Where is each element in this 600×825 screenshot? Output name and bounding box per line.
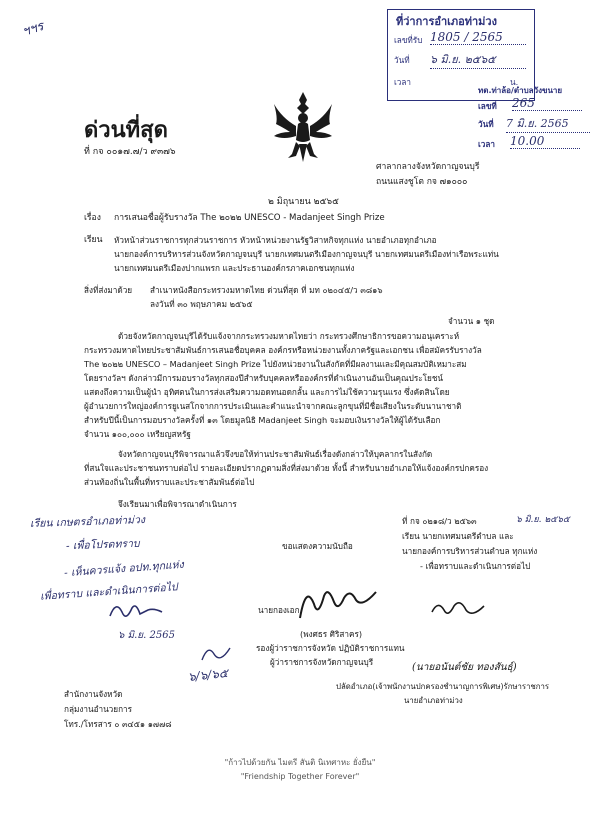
receive-time-value: น. [510, 77, 519, 87]
sub-no-label: เลขที่ [478, 101, 497, 111]
footer-slogan-en: "Friendship Together Forever" [240, 772, 360, 781]
sub-time-label: เวลา [478, 139, 496, 149]
memo-right-ref-date: ๖ มิ.ย. ๒๕๖๕ [516, 515, 570, 525]
body-line: จำนวน ๑๐๐,๐๐๐ เหรียญสหรัฐ [84, 429, 191, 439]
memo-left-line: - เห็นควรแจ้ง อปท.ทุกแห่ง [63, 558, 185, 580]
body-line: ผู้อำนวยการใหญ่องค์การยูเนสโกจากการประเมินและคำแนะนำจากคณะลูกขุนที่มีชื่อเสียงในระดับนานาชาติ [84, 401, 462, 411]
attachment-line: ลงวันที่ ๓๐ พฤษภาคม ๒๕๖๕ [150, 299, 253, 309]
subject-text: การเสนอชื่อผู้รับรางวัล The ๒๐๒๒ UNESCO - Madanjeet Singh Prize [114, 213, 385, 223]
signer-name: (พงศธร ศิริสาคร) [300, 629, 363, 639]
body-line: กระทรวงมหาดไทยประชาสัมพันธ์การเสนอชื่อบุคคล องค์กรหรือหน่วยงานทั้งภาครัฐและเอกชน เพื่อสมัครรับรางวัล [84, 345, 482, 355]
attachment-line: สำเนาหนังสือกระทรวงมหาดไทย ด่วนที่สุด ที่ มท ๐๒๐๔๕/ว ๓๘๑๖ [150, 285, 383, 295]
receive-date-label: วันที่ [394, 55, 410, 65]
closing-text: จึงเรียนมาเพื่อพิจารณาดำเนินการ [118, 499, 237, 509]
body-line: แสดงถึงความเป็นผู้นำ อุทิศตนในการส่งเสริมความอดทนอดกลั้น และการไม่ใช้ความรุนแรง ซึ่งคัดสินโดย [84, 387, 450, 397]
receive-no-value: 1805 / 2565 [430, 30, 526, 45]
to-line: นายกองค์การบริหารส่วนจังหวัดกาญจนบุรี นายกเทศมนตรีเมืองกาญจนบุรี นายกเทศมนตรีเมืองท่าเรือพระแท่น [114, 249, 499, 259]
sub-no-value: 265 [512, 96, 582, 111]
body-line: จังหวัดกาญจนบุรีพิจารณาแล้วจึงขอให้ท่านประชาสัมพันธ์เรื่องดังกล่าวให้บุคลากรในสังกัด [118, 449, 433, 459]
sub-stamp-title: ทต.ท่าล้อ/ตำบลวังขนาย [478, 86, 563, 95]
receive-stamp-title: ที่ว่าการอำเภอท่าม่วง [396, 15, 497, 28]
memo-right-line: นายกองค์การบริหารส่วนตำบล ทุกแห่ง [402, 546, 538, 556]
office-line: โทร./โทรสาร ๐ ๓๔๕๑ ๑๗๗๘ [64, 719, 172, 729]
memo-left-date: ๖ มิ.ย. 2565 [118, 630, 175, 641]
respect-text: ขอแสดงความนับถือ [282, 541, 353, 551]
sender-address: ถนนแสงชูโต กจ ๗๑๐๐๐ [376, 177, 468, 187]
receive-date-value: ๖ มิ.ย. ๒๕๖๕ [430, 50, 526, 69]
memo-right-name: (นายอนันต์ชัย ทองสันธุ์) [412, 662, 517, 673]
memo-left-line: เรียน เกษตรอำเภอท่าม่วง [29, 513, 146, 531]
position-label: นายกองเอก [258, 605, 300, 615]
sub-date-label: วันที่ [478, 119, 494, 129]
body-line: ส่วนท้องถิ่นในพื้นที่ทราบและประชาสัมพันธ์ต่อไป [84, 477, 255, 487]
office-line: สำนักงานจังหวัด [64, 689, 123, 699]
signer-title: รองผู้ว่าราชการจังหวัด ปฏิบัติราชการแทน [256, 643, 405, 653]
sub-time-value: 10.00 [510, 134, 580, 149]
memo-left-signature-icon [106, 598, 166, 626]
memo-right-line: - เพื่อทราบและดำเนินการต่อไป [420, 561, 531, 571]
initials-signature-icon [196, 640, 236, 666]
attachment-label: สิ่งที่ส่งมาด้วย [84, 285, 133, 295]
document-date: ๒ มิถุนายน ๒๕๖๕ [268, 197, 339, 207]
office-line: กลุ่มงานอำนวยการ [64, 704, 133, 714]
garuda-emblem-icon [270, 88, 336, 166]
receive-no-label: เลขที่รับ [394, 35, 423, 45]
subject-label: เรื่อง [84, 213, 101, 223]
body-line: ด้วยจังหวัดกาญจนบุรีได้รับแจ้งจากกระทรวงมหาดไทยว่า กระทรวงศึกษาธิการขอความอนุเคราะห์ [118, 331, 460, 341]
body-line: ที่สนใจและประชาชนทราบต่อไป รายละเอียดปรากฏตามสิ่งที่ส่งมาด้วย ทั้งนี้ สำหรับนายอำเภอให้แจ้งองค์กรปกครอง [84, 463, 489, 473]
body-line: สำหรับปีนี้เป็นการมอบรางวัลครั้งที่ ๑๓ โดยมูลนิธิ Madanjeet Singh จะมอบเงินรางวัลให้ผู้ได้รับเลือก [84, 415, 441, 425]
sub-stamp [478, 82, 596, 162]
memo-right-title: นายอำเภอท่าม่วง [404, 696, 463, 705]
footer-slogan-th: "ก้าวไปด้วยกัน ไมตรี สันติ นิเทศาหะ ยั่งยืน" [224, 758, 376, 767]
memo-right-signature-icon [426, 596, 490, 622]
memo-right-title: ปลัดอำเภอ(เจ้าพนักงานปกครองชำนาญการพิเศษ)รักษาราชการ [336, 682, 550, 691]
memo-right-ref: ที่ กจ ๐๒๑๘/ว ๒๕๖๓ [402, 516, 477, 526]
memo-left-line: เพื่อทราบ และดำเนินการต่อไป [39, 581, 179, 603]
attachment-count: จำนวน ๑ ชุด [448, 316, 495, 326]
urgency-title: ด่วนที่สุด [84, 118, 168, 143]
body-line: The ๒๐๒๒ UNESCO – Madanjeet Singh Prize ไปยังหน่วยงานในสังกัดที่มีผลงานและมีคุณสมบัติเหมาะสม [84, 359, 467, 369]
sender-org: ศาลากลางจังหวัดกาญจนบุรี [376, 162, 480, 172]
document-number: ที่ กจ ๐๐๑๗.๗/ว ๙๓๗๖ [84, 147, 176, 157]
sub-date-value: 7 มิ.ย. 2565 [506, 114, 590, 133]
corner-handwriting: ฯฯร [20, 18, 46, 40]
receive-time-label: เวลา [394, 77, 412, 87]
signer-title: ผู้ว่าราชการจังหวัดกาญจนบุรี [270, 657, 374, 667]
to-line: นายกเทศมนตรีเมืองปากแพรก และประธานองค์กรภาคเอกชนทุกแห่ง [114, 263, 355, 273]
body-line: โดยรางวัลฯ ดังกล่าวมีการมอบรางวัลทุกสองปีสำหรับบุคคลหรือองค์กรที่ดำเนินงานอันเป็นคุณประโยชน์ [84, 373, 443, 383]
main-signature-icon [292, 578, 382, 624]
to-label: เรียน [84, 235, 103, 245]
left-date-handwritten: ๖/๖/๖๕ [187, 665, 229, 685]
memo-left-line: - เพื่อโปรดทราบ [65, 537, 140, 553]
to-line: หัวหน้าส่วนราชการทุกส่วนราชการ หัวหน้าหน่วยงานรัฐวิสาหกิจทุกแห่ง นายอำเภอทุกอำเภอ [114, 235, 437, 245]
memo-right-line: เรียน นายกเทศมนตรีตำบล และ [402, 531, 514, 541]
